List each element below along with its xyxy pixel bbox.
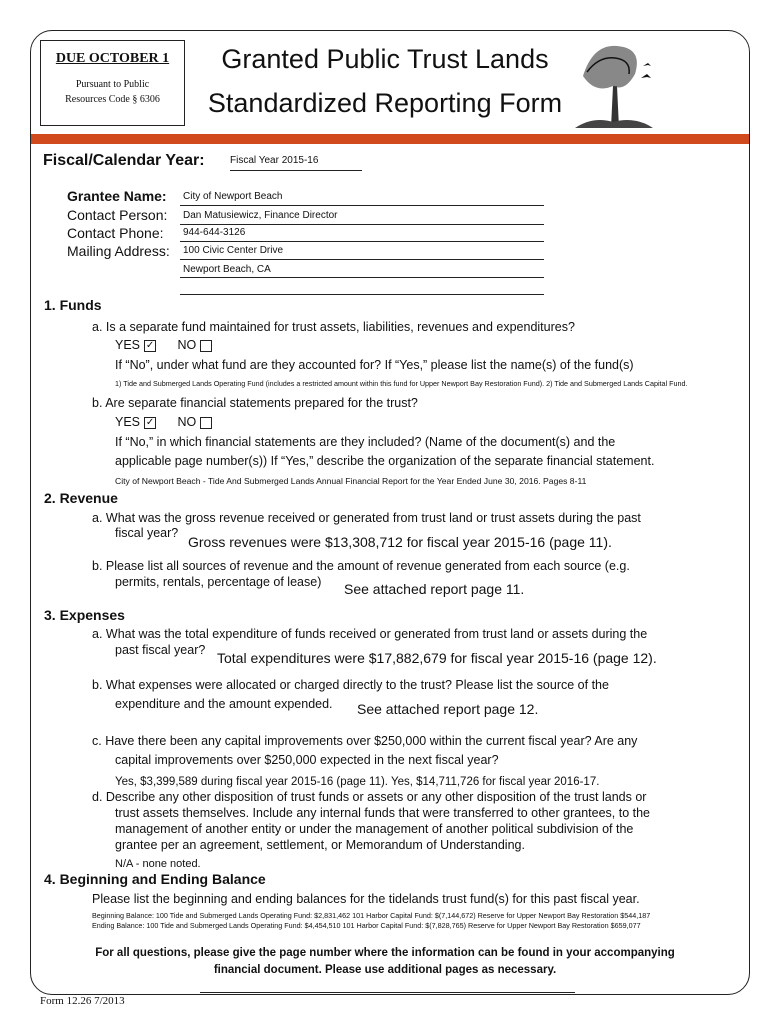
statute-reference: Pursuant to Public Resources Code § 6306 [65,79,160,105]
contact-person-field[interactable]: Dan Matusiewicz, Finance Director [183,210,338,221]
expenses-question-b: b. What expenses were allocated or charged directly to the trust? Please list the source of the [92,678,609,692]
expenses-question-d-line2: trust assets themselves. Include any internal funds that were transferred to other grantees, to the [115,806,651,820]
fiscal-year-label: Fiscal/Calendar Year: [43,152,205,169]
due-date-label: DUE OCTOBER 1 [55,51,170,66]
field-line [180,294,544,295]
balance-question: Please list the beginning and ending balances for the tidelands trust fund(s) for this past fiscal year. [92,892,640,906]
field-line [180,277,544,278]
field-line [180,241,544,242]
fiscal-year-field[interactable]: Fiscal Year 2015-16 [230,155,319,166]
section-balance-heading: 4. Beginning and Ending Balance [44,871,266,887]
revenue-question-b: b. Please list all sources of revenue and the amount of revenue generated from each source (e.g. [92,559,630,573]
revenue-question-b-line2: permits, rentals, percentage of lease) [115,575,322,589]
grantee-name-field[interactable]: City of Newport Beach [183,191,283,202]
revenue-b-answer[interactable]: See attached report page 11. [344,581,525,597]
expenses-a-answer[interactable]: Total expenditures were $17,882,679 for fiscal year 2015-16 (page 12). [217,650,657,666]
form-title-line1: Granted Public Trust Lands [221,44,549,74]
yes-checkbox[interactable]: ✓ [145,339,155,351]
no-checkbox[interactable] [200,340,212,352]
funds-a-answer[interactable]: 1) Tide and Submerged Lands Operating Fund (includes a restricted amount within this fund for Upper Newport Bay Restoration Fund). 2) Tide and Submerged Lands Capital Fund. [115,379,688,388]
due-date-box [40,40,185,126]
revenue-question-a-line2: fiscal year? [115,526,179,540]
expenses-question-a: a. What was the total expenditure of funds received or generated from trust land or assets during the [92,627,648,641]
expenses-question-d-line4: grantee per an agreement, settlement, or Memorandum of Understanding. [115,838,525,852]
section-revenue-heading: 2. Revenue [44,490,118,506]
funds-b-answer[interactable]: City of Newport Beach - Tide And Submerged Lands Annual Financial Report for the Year Ended June 30, 2016. Pages 8-11 [115,476,587,486]
funds-question-a: a. Is a separate fund maintained for trust assets, liabilities, revenues and expenditures? [92,320,575,334]
no-checkbox[interactable] [200,417,212,429]
contact-person-label: Contact Person: [67,207,168,223]
funds-question-b-followup1: If “No,” in which financial statements are they included? (Name of the document(s) and the [115,435,616,449]
section-expenses-heading: 3. Expenses [44,607,125,623]
funds-question-b-followup2: applicable page number(s)) If “Yes,” describe the organization of the separate financial statement. [115,454,655,468]
grantee-name-label: Grantee Name: [67,188,167,204]
funds-question-b: b. Are separate financial statements prepared for the trust? [92,396,418,410]
form-title-line2: Standardized Reporting Form [207,88,563,118]
expenses-question-d-line3: management of another entity or under the management of another political subdivision of the [115,822,634,836]
funds-a-options: YES ✓ NO [115,336,212,354]
expenses-question-c-line2: capital improvements over $250,000 expected in the next fiscal year? [115,753,499,767]
instructions-note: For all questions, please give the page number where the information can be found in your accompanying financial document. Please use additional pages as necessary. [95,947,675,976]
form-number: Form 12.26 7/2013 [40,995,125,1007]
tree-logo-icon [573,36,655,132]
yes-checkbox[interactable]: ✓ [145,416,155,428]
field-line [180,259,544,260]
expenses-question-a-line2: past fiscal year? [115,643,206,657]
ending-balance-answer[interactable]: Ending Balance: 100 Tide and Submerged Lands Operating Fund: $4,454,510 101 Harbor Capital Fund: $(7,828,765) Reserve for Upper Newport Bay Restoration $659,077 [92,921,641,930]
funds-question-a-followup: If “No”, under what fund are they accounted for? If “Yes,” please list the name(s) of the fund(s) [115,358,634,372]
contact-phone-label: Contact Phone: [67,225,164,241]
revenue-a-answer[interactable]: Gross revenues were $13,308,712 for fiscal year 2015-16 (page 11). [188,534,612,550]
funds-b-options: YES ✓ NO [115,413,212,431]
revenue-question-a: a. What was the gross revenue received or generated from trust land or trust assets during the past [92,511,641,525]
expenses-d-answer[interactable]: N/A - none noted. [115,858,201,870]
expenses-question-c: c. Have there been any capital improvements over $250,000 within the current fiscal year? Are any [92,734,638,748]
expenses-c-answer[interactable]: Yes, $3,399,589 during fiscal year 2015-16 (page 11). Yes, $14,711,726 for fiscal year 2016-17. [115,776,600,788]
beginning-balance-answer[interactable]: Beginning Balance: 100 Tide and Submerged Lands Operating Fund: $2,831,462 101 Harbor Capital Fund: $(7,144,672) Reserve for Upper Newport Bay Restoration $544,187 [92,911,651,920]
mailing-address-label: Mailing Address: [67,243,170,259]
fiscal-year-underline [230,170,362,171]
section-funds-heading: 1. Funds [44,297,102,313]
mailing-address-line1[interactable]: 100 Civic Center Drive [183,245,284,256]
footer-divider [200,992,575,993]
field-line [180,205,544,206]
accent-bar [31,134,749,144]
expenses-b-answer[interactable]: See attached report page 12. [357,701,539,717]
mailing-address-line2[interactable]: Newport Beach, CA [183,264,271,275]
contact-phone-field[interactable]: 944-644-3126 [183,227,246,238]
field-line [180,224,544,225]
expenses-question-b-line2: expenditure and the amount expended. [115,697,333,711]
expenses-question-d: d. Describe any other disposition of trust funds or assets or any other disposition of the trust lands or [92,790,647,804]
